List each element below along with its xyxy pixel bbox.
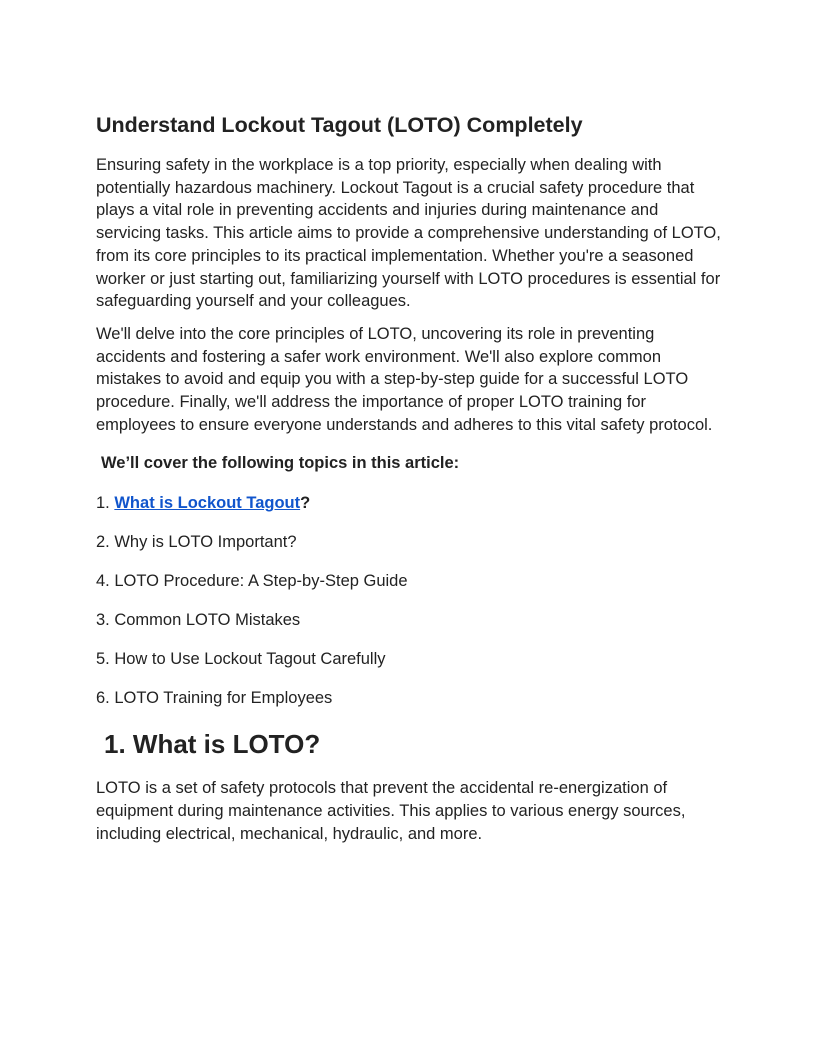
topic-item-5: 5. How to Use Lockout Tagout Carefully	[96, 650, 386, 669]
topic-item-6: 6. LOTO Training for Employees	[96, 689, 333, 708]
what-is-lockout-tagout-link[interactable]: What is Lockout Tagout	[114, 494, 301, 513]
intro-paragraph-2: We'll delve into the core principles of LOTO, uncovering its role in preventing accidents and fostering a safer work environment. We'll also explore common mistakes to avoid and equip you with a step-by-step guide for a successful LOTO procedure. Finally, we'll address the importance of proper LOTO training for employees to ensure everyone understands and adheres to this vital safety protocol.	[96, 324, 713, 434]
section-1-body: LOTO is a set of safety protocols that prevent the accidental re-energization of equipment during maintenance activities. This applies to various energy sources, including electrical, mechanical, hydraulic, and more.	[96, 779, 686, 843]
topic-item-2: 2. Why is LOTO Important?	[96, 533, 297, 552]
document-title: Understand Lockout Tagout (LOTO) Completely	[96, 113, 583, 137]
topic-item-1-suffix: ?	[300, 494, 311, 513]
document-page	[96, 110, 726, 856]
section-1-heading: 1. What is LOTO?	[104, 729, 321, 760]
topic-item-4: 4. LOTO Procedure: A Step-by-Step Guide	[96, 572, 408, 591]
topic-item-1	[96, 492, 726, 514]
intro-paragraph-1: Ensuring safety in the workplace is a top priority, especially when dealing with potentially hazardous machinery. Lockout Tagout is a crucial safety procedure that plays a vital role in preventing accidents and injuries during maintenance and servicing tasks. This article aims to provide a comprehensive understanding of LOTO, from its core principles to its practical implementation. Whether you're a seasoned worker or just starting out, familiarizing yourself with LOTO procedures is essential for safeguarding yourself and your colleagues.	[96, 156, 721, 311]
topic-item-3: 3. Common LOTO Mistakes	[96, 611, 301, 630]
topic-item-1-prefix: 1.	[96, 494, 115, 513]
topics-heading: We’ll cover the following topics in this article:	[101, 454, 460, 473]
